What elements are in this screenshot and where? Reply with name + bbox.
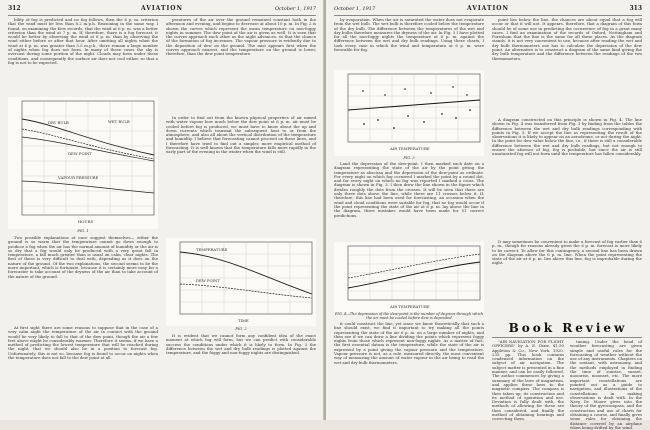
left-date: October 1, 1917 [274, 6, 316, 12]
left-col1-top-text [8, 18, 158, 96]
fig1-chart [8, 97, 158, 229]
fig4-caption: FIG. 4—The depression of the dew-point is the number of degrees through which the air must be cooled before dew is deposited [334, 312, 484, 320]
left-col2-mid-paragraph: In order to find out from the known physical properties of air mixed with water vapour how much below the dew point at 6 p. m. air must be cooled before fog is produced, we must have to know about the up and down currents which transmit the subsequent heat to or from the atmosphere, and also all about the vertical distribution of the temperature and humidity. I believe that forecasting cannot proceed on these lines, and I therefore have tried to find out a simpler, more empirical method of forecasting. It is well known that the temperature falls more rapidly in the early part of the evening in the winter when the wind is still. [166, 115, 316, 155]
fig1-label-vapour-pressure: VAPOUR PRESSURE [58, 175, 99, 180]
right-col2-mid-paragraph: A diagram constructed on this principle is shown in Fig. 4. The line shown in Fig. 4 was transferred from Fig. 3 by finding from the tables the difference between the wet and dry bulb readings corresponding with points in Fig. 3. If we accept the line as representing the result of the observations it is likely to appear on an aerodrome, or not during the night. In the point for dew value below the line, i.e., if there is still a considerable difference between the wet and dry bulb readings, but not enough to ensure the absence of fog, fog is probable, but since the air is still unsaturated fog will not form until the temperature has fallen considerably. [492, 117, 642, 157]
right-col2-top-paragraph: point lies below the line, the chances are about equal that a fog will occur or that it will not. It appears, therefore, that a diagram of this form should be of some use in predicting the occurrence of fog in a great many cases. I find an examination of the records of Oxford, Nottingham and Foresham that the line is the same for all these places. As the diagram stands, it is not very convenient to use, because after reading the wet and dry bulb thermometers one has to calculate the depression of the dew point. An alternative is to construct a diagram of the same kind giving the dry bulb temperature and the difference between the readings of the two thermometers. [492, 17, 642, 61]
right-page [326, 0, 650, 430]
left-journal-title: AVIATION [141, 5, 183, 12]
left-page-number: 312 [8, 5, 21, 12]
right-col1-top-paragraph: by evaporation. When the air is saturated the water does not evaporate from the wet bulb. The wet bulb is therefore cooled below the temperature of the dry bulb. The difference between the temperatures of the wet and dry bulbs therefore measures the dryness of the air. In Fig. 3 I have plotted for all the non-foggy nights the temperature at 6 p. m. against the difference between the wet and dry bulb readings. Using these charts, I took every case in which the wind and temperature at 6 p. m. were favorable for fog. [334, 17, 484, 53]
right-col2-bottom-text [492, 240, 642, 306]
fig3-x-axis-label: AIR TEMPERATURE [390, 146, 430, 151]
right-lower-left-text [334, 322, 484, 414]
right-date: October 1, 1917 [334, 6, 376, 12]
book-review-col1-paragraph: "AIR NAVIGATION FOR FLIGHT OFFICERS" by A. E. Dixie. $1.50 Appleton & Co., New York. 1920. 235 pp. This book contains condensed information on the subject of air navigation. The subject matter is presented in a fine manner, and can be easily followed. The author commences by giving a summary of the laws of magnetism, and applies these laws to the magnetic compass. The compass is then taken up, its construction and its method of operation and use. Deviation is fully dealt with, the methods of allowing for these are then considered, and finally the method of obtaining bearings and correcting them. [492, 339, 564, 422]
book-review-col1 [492, 339, 564, 422]
right-col2-bottom-paragraph: It may sometimes be convenient to make a forecast of fog earlier than 6 p. m., though for reasons already given the 6 p. m. forecast is more likely to be correct. To allow for this contingency, a second line has been drawn on the diagram above the 6 p. m. line. When the point representing the state of the air at 6 p. m. lies above this line, fog is improbable during the night. [492, 239, 642, 266]
fig1-label-dew-point: DEW POINT [68, 151, 92, 156]
right-col1-bottom-text [334, 162, 484, 240]
fig2-chart [166, 238, 316, 326]
book-review-title: Book Review [508, 321, 628, 335]
right-col2-top-text [492, 18, 642, 116]
left-col1-mid-paragraph: Two possible explanations at once suggest themselves— either the ground is so warm that the temperature cannot go down enough to produce a fog when the air has the normal amount of humidity or the air is so dry that a fog would only be produced with a very great fall in temperature, a fall much greater than is usual on calm, clear nights. The first of these is very difficult to deal with, depending as it does on the nature of the ground. Of the two explanations, the second seems to be the more important, which is fortunate, because it is certainly more easy for a forecaster to take account of the dryness of the air than to take account of the nature of the ground. [8, 235, 158, 279]
fig4-svg [334, 242, 484, 312]
right-page-number: 313 [629, 5, 642, 12]
fig2-label-temperature: TEMPERATURE [196, 247, 228, 252]
left-col2-mid-text [166, 116, 316, 236]
left-col2-top-paragraph: peratures of the air over the ground remained constant both in the afternoon and evening, and begins to decrease at about 10 p. m. In Fig. 2 is shown the curves which represent the mean temperature on non-foggy nights in summer. The dew point of the air is given as well. It is seen that the curves approach each other as the night advances, so that the chance of the formation of fog increases. The vapour pressure is evidently due to the deposition of dew on the ground. The mist appears first when the curves approach nearest, and the temperature on the ground is lower, therefore, than the dew point temperature. [166, 17, 316, 57]
left-col2-bottom-paragraph: It is evident that we cannot form any confident idea of the exact moment at which fog will form, but we can predict with considerable success the conditions under which it is likely to form. In Fig. 3 the difference between the wet and dry bulb readings is plotted against the temperature, and the foggy and non-foggy nights are distinguished. [166, 333, 316, 356]
right-page-header [334, 5, 642, 15]
fig4-x-axis-label: AIR TEMPERATURE [390, 304, 430, 309]
left-col1-bottom-paragraph: At first sight there are some reasons to suppose that in the case of a very calm night the temperature of the air in contact with the ground would be very likely to fall to that of the dew point, though the air a few feet above might be considerably warmer. Therefore it seems, if we have a method of predicting the lowest temperature that will be reached during the night, that we should also be in a position to forecast fog. Unfortunately, this is not so, because fog is found to occur on nights when the temperature does not fall to the dew point at all. [8, 325, 158, 361]
left-col1-mid-text [8, 236, 158, 324]
fig3-chart [334, 70, 484, 156]
fig2-label-dew-point: DEW POINT [196, 278, 220, 283]
book-review-col2 [570, 339, 642, 430]
left-col2-bottom-text [166, 334, 316, 414]
left-page-header [8, 5, 316, 15]
fig1-x-axis-label: HOURS [78, 219, 94, 224]
left-header-rule [8, 15, 316, 16]
fig1-svg [8, 97, 158, 229]
fig3-svg [334, 70, 484, 156]
fig4-chart [334, 242, 484, 312]
fig1-label-dry-bulb: DRY BULB [48, 120, 69, 125]
left-col1-top-paragraph: bility of fog is predicted and no fog follows, then the 6 p. m. criterion that the wind must be less than 8.2 m.p.h. Reasoning in the same way, I found, on examining the Kew records, that the wind at 6 p. m. was a better criterion than the wind at 7 p. m. If, therefore, there is a fog forecast, it would be better by observing the wind at 6 p. m. than by observing the wind either before or after that hour. After omitting all nights when the wind at 6 p. m. was greater than 5.5 m.p.h., there remain a large number of nights when fog does not form. In many of these cases the sky is overcast during some portion of the night. Clouds may form under these conditions, and consequently the surface air does not cool either, so that a fog is not to be expected. [8, 17, 158, 65]
right-col2-mid-text [492, 118, 642, 238]
right-col1-top-text [334, 18, 484, 68]
fig3-caption: FIG. 3 [403, 156, 415, 160]
right-lower-left-paragraph: it could construct the line, yet since we know theoretically that such a line should exist, we find it important to try making all the points representing the state of the air 6 p. m. on a large number of nights, and then see if we can draw a line dividing the points which represent foggy nights from those which represent non-foggy nights. As a matter of fact, the first essential datum is the temperature, while the state of the air is expressed by a point giving the vapour pressure and the temperature. Vapour pressure is not, as a rule, measured directly, the most convenient way of measuring the amount of water vapour in the air being to read the wet and dry bulb thermometers. [334, 321, 484, 365]
left-page [0, 0, 324, 420]
right-header-rule [334, 15, 642, 16]
book-review-rule [492, 337, 642, 338]
fig2-x-axis-label: TIME [238, 318, 249, 323]
right-journal-title: AVIATION [467, 5, 509, 12]
fig1-caption: FIG. 1 [77, 229, 89, 233]
fig2-svg [166, 238, 316, 326]
left-col1-bottom-text [8, 326, 158, 414]
fig1-label-wet-bulb: WET BULB [108, 119, 130, 124]
left-col2-top-text [166, 18, 316, 114]
fig2-caption: FIG. 2 [235, 327, 247, 331]
book-review-col2-paragraph: tuning. Under the head of weather forecasting are given simple and useful rules for the forecasting of weather without the use of any instruments. Chapters on the sextant, with astronomy, and the methods employed in finding the time of sunrise, sunset, moonrise, moonset, etc. The more important constellations are pointed out as a guide to navigation, and illustrations of the constellations in making observations is dealt with. In the Navy Dr. Moore gives into the theory of the gyrocompass, and the construction and use of charts for obtaining a course, and finally gives some rules for obtaining the distance covered by an airplane when being drifted by the wind. [570, 339, 642, 430]
right-col1-bottom-paragraph: Land the depression of the dew-point. I then marked each date on a diagram representing the state of the air by the point giving the temperature as abscissa and the depression of the dew-point as ordinate. For every night on which fog occurred I marked the point by a round dot, and for every night on which no fog was reported I marked a cross. The diagram is shown in Fig. 3. I then drew the line shown in the figure which divides roughly the dots from the crosses. It will be seen that there are only three dots above the line, while there are 11 crosses below it. If, therefore, this line had been used for forecasting, an occasion when the wind and cloud conditions were suitable for fog, that no fog would occur if the point representing the state of the air at 6 p. m. lay above the line in the diagram, three mistakes would have been made for 51 correct predictions. [334, 161, 484, 218]
